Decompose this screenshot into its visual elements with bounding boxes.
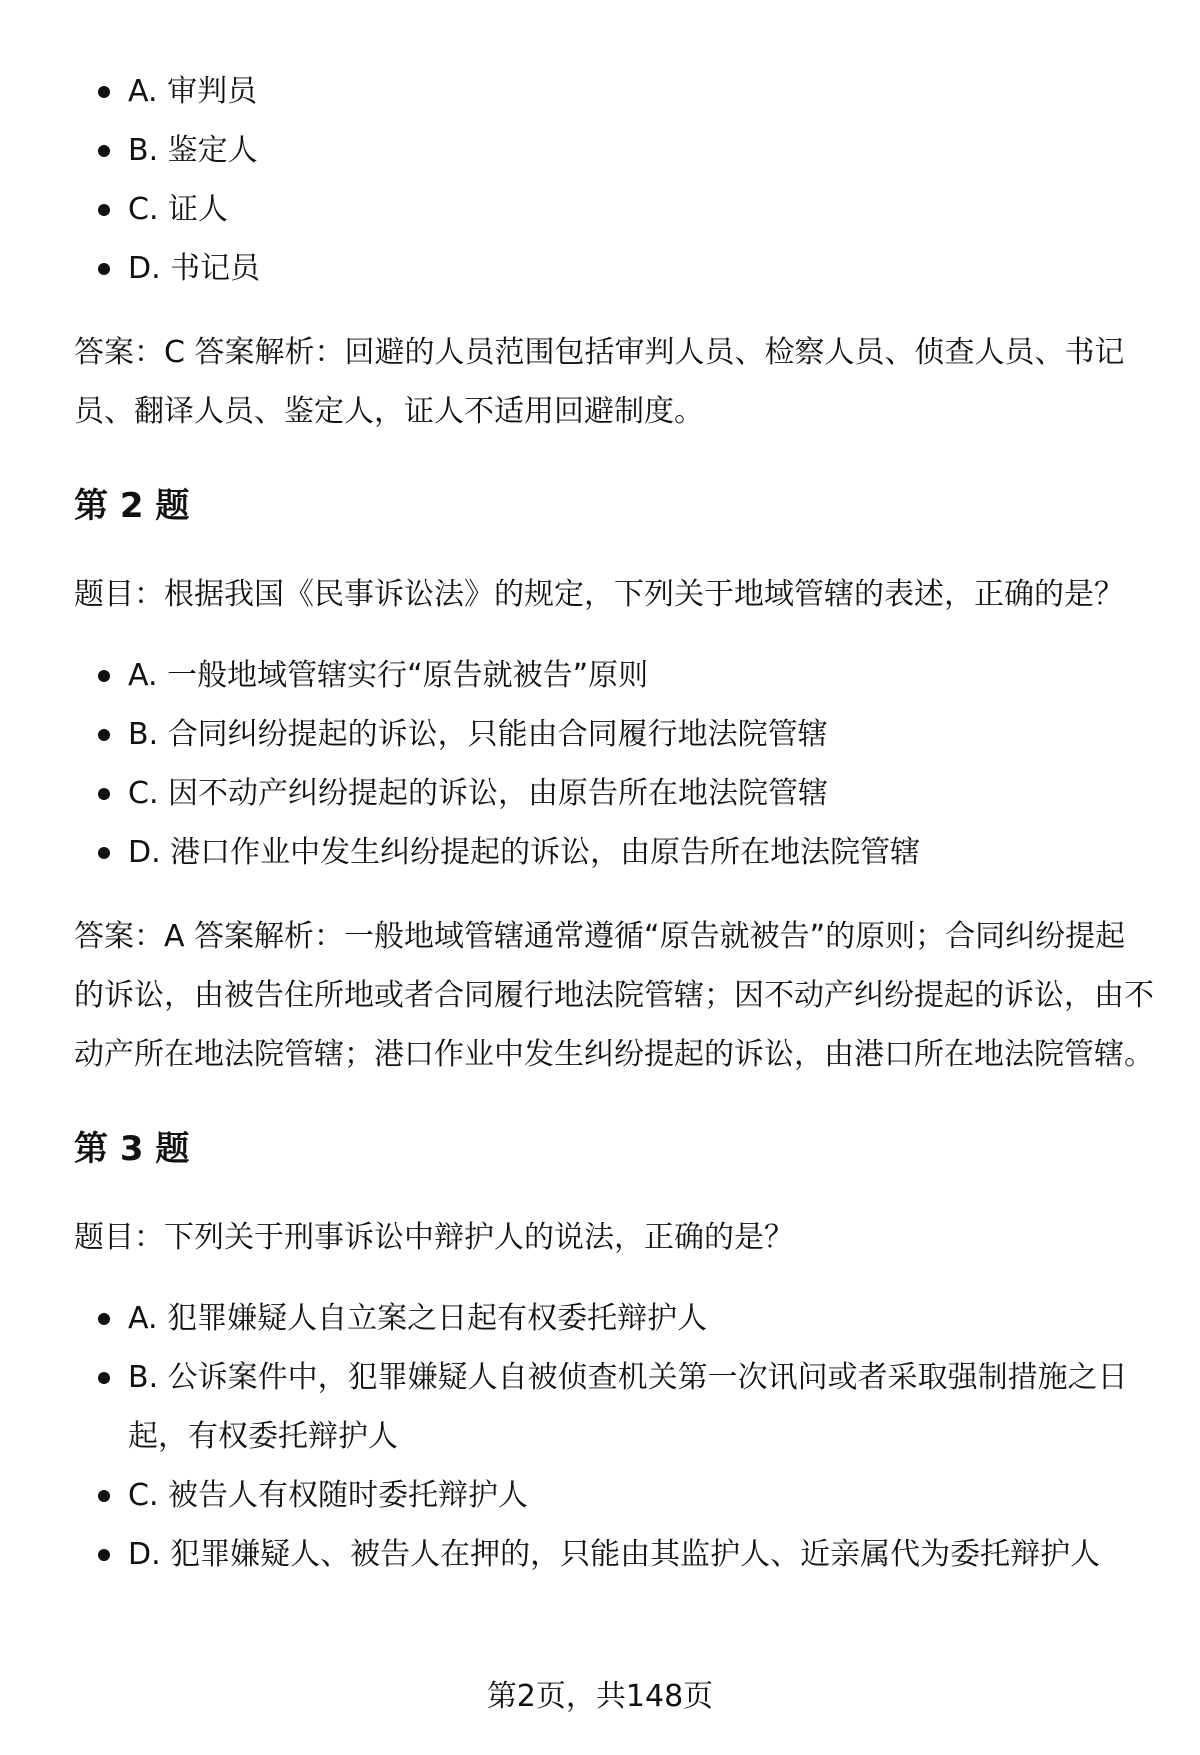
q2-option-b: B. 合同纠纷提起的诉讼，只能由合同履行地法院管辖: [74, 705, 1154, 764]
page-number-footer: 第2页，共148页: [486, 1679, 714, 1714]
q2-answer: 答案：A 答案解析：一般地域管辖通常遵循“原告就被告”的原则；合同纠纷提起的诉讼，由被告住所地或者合同履行地法院管辖；因不动产纠纷提起的诉讼，由不动产所在地法院管辖；港口作业中发生纠纷提起的诉讼，由港口所在地法院管辖。: [74, 919, 1154, 1072]
q2-option-d: D. 港口作业中发生纠纷提起的诉讼，由原告所在地法院管辖: [74, 823, 1154, 882]
q1-options: [74, 62, 1154, 298]
q1-option-d: D. 书记员: [74, 239, 1154, 298]
q2-options: [74, 646, 1154, 882]
q2-question: 题目：根据我国《民事诉讼法》的规定，下列关于地域管辖的表述，正确的是？: [74, 577, 1124, 612]
q3-option-c: C. 被告人有权随时委托辩护人: [74, 1466, 1154, 1525]
q1-option-b: B. 鉴定人: [74, 121, 1154, 180]
q2-title: 第 2 题: [74, 486, 190, 526]
q3-option-d: D. 犯罪嫌疑人、被告人在押的，只能由其监护人、近亲属代为委托辩护人: [74, 1525, 1154, 1584]
q3-option-b: B. 公诉案件中，犯罪嫌疑人自被侦查机关第一次讯问或者采取强制措施之日起，有权委托辩护人: [74, 1348, 1154, 1466]
q1-option-c: C. 证人: [74, 180, 1154, 239]
q2-option-c: C. 因不动产纠纷提起的诉讼，由原告所在地法院管辖: [74, 764, 1154, 823]
q3-title: 第 3 题: [74, 1129, 190, 1169]
q2-option-a: A. 一般地域管辖实行“原告就被告”原则: [74, 646, 1154, 705]
q3-option-a: A. 犯罪嫌疑人自立案之日起有权委托辩护人: [74, 1289, 1154, 1348]
q3-question: 题目：下列关于刑事诉讼中辩护人的说法，正确的是？: [74, 1220, 794, 1255]
document-page: [74, 62, 1154, 1584]
q3-options: [74, 1289, 1154, 1584]
q1-option-a: A. 审判员: [74, 62, 1154, 121]
q1-answer: 答案：C 答案解析：回避的人员范围包括审判人员、检察人员、侦查人员、书记员、翻译人员、鉴定人，证人不适用回避制度。: [74, 335, 1125, 429]
